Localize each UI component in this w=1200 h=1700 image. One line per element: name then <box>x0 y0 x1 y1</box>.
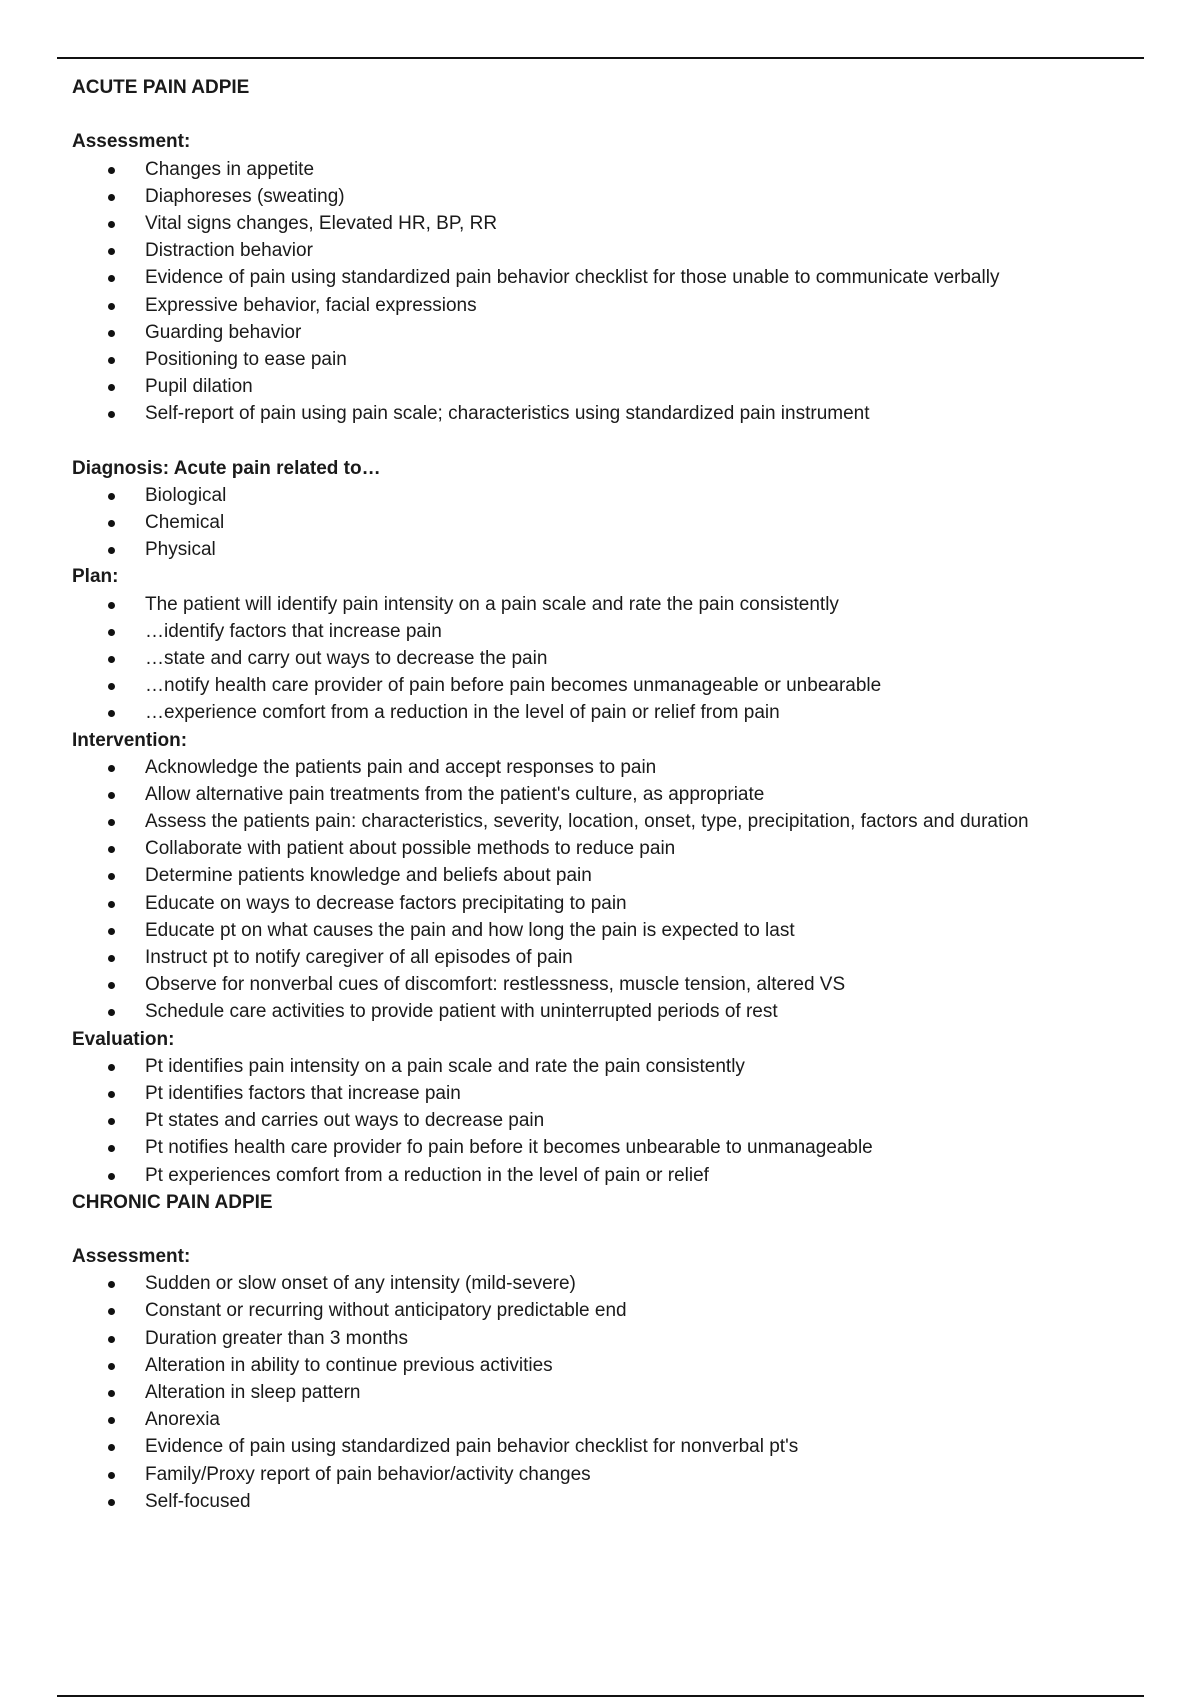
list-item <box>72 1325 1132 1352</box>
list-item <box>72 781 1132 808</box>
bullet-icon <box>108 1472 115 1479</box>
list-item-text: Collaborate with patient about possible methods to reduce pain <box>145 838 676 860</box>
section-title: ACUTE PAIN ADPIE <box>72 77 250 98</box>
list-item-text: Schedule care activities to provide patient with uninterrupted periods of rest <box>145 1001 778 1023</box>
bullet-icon <box>108 1118 115 1125</box>
blank-line <box>72 101 1132 128</box>
part-heading: Diagnosis: Acute pain related to… <box>72 457 381 479</box>
bullet-icon <box>108 1444 115 1451</box>
list-item <box>72 156 1132 183</box>
bullet-icon <box>108 357 115 364</box>
list-item-text: Educate on ways to decrease factors precipitating to pain <box>145 892 627 914</box>
blank-line <box>72 1216 1132 1243</box>
list-item <box>72 672 1132 699</box>
list-item <box>72 292 1132 319</box>
list-item-text: Allow alternative pain treatments from the patient's culture, as appropriate <box>145 783 765 805</box>
list-item <box>72 210 1132 237</box>
bullet-icon <box>108 792 115 799</box>
list-item <box>72 346 1132 373</box>
blank-line <box>72 427 1132 454</box>
list-item <box>72 1406 1132 1433</box>
list-item-text: Acknowledge the patients pain and accept responses to pain <box>145 756 657 778</box>
list-item <box>72 618 1132 645</box>
list-item-text: Alteration in sleep pattern <box>145 1382 361 1403</box>
list-item-text: Instruct pt to notify caregiver of all episodes of pain <box>145 947 573 968</box>
bullet-icon <box>108 846 115 853</box>
bullet-icon <box>108 1064 115 1071</box>
bullet-icon <box>108 901 115 908</box>
bullet-list <box>72 591 1132 727</box>
list-item-text: …experience comfort from a reduction in the level of pain or relief from pain <box>145 702 780 724</box>
list-item-text: Observe for nonverbal cues of discomfort: restlessness, muscle tension, altered VS <box>145 974 846 996</box>
bullet-icon <box>108 982 115 989</box>
bullet-list <box>72 156 1132 428</box>
list-item-text: Distraction behavior <box>145 240 313 262</box>
list-item-text: Chemical <box>145 512 225 533</box>
list-item <box>72 237 1132 264</box>
part-heading: Evaluation: <box>72 1028 175 1050</box>
chronic-pain-adpie-section <box>72 1189 1132 1515</box>
bullet-list <box>72 1270 1132 1515</box>
bullet-icon <box>108 1390 115 1397</box>
list-item <box>72 1053 1132 1080</box>
list-item-text: The patient will identify pain intensity on a pain scale and rate the pain consistently <box>145 593 839 615</box>
list-item-text: Determine patients knowledge and beliefs about pain <box>145 865 592 887</box>
list-item <box>72 1297 1132 1324</box>
bullet-icon <box>108 1009 115 1016</box>
bullet-icon <box>108 656 115 663</box>
bullet-icon <box>108 1499 115 1506</box>
list-item <box>72 1352 1132 1379</box>
list-item-text: Alteration in ability to continue previous activities <box>145 1354 553 1376</box>
bullet-list <box>72 1053 1132 1189</box>
bullet-icon <box>108 1417 115 1424</box>
list-item-text: Self-report of pain using pain scale; characteristics using standardized pain instrument <box>145 403 870 425</box>
list-item-text: …identify factors that increase pain <box>145 620 442 642</box>
list-item-text: Pt notifies health care provider fo pain before it becomes unbearable to unmanageable <box>145 1137 873 1159</box>
bullet-icon <box>108 330 115 337</box>
list-item <box>72 917 1132 944</box>
acute-pain-adpie-section <box>72 74 1132 1189</box>
bullet-icon <box>108 602 115 609</box>
bottom-horizontal-rule <box>57 1695 1144 1697</box>
part-heading: Plan: <box>72 566 119 588</box>
bullet-icon <box>108 493 115 500</box>
list-item <box>72 1488 1132 1515</box>
bullet-list <box>72 482 1132 564</box>
list-item-text: …state and carry out ways to decrease the pain <box>145 647 548 669</box>
list-item <box>72 754 1132 781</box>
bullet-icon <box>108 1091 115 1098</box>
bullet-icon <box>108 955 115 962</box>
bullet-icon <box>108 1363 115 1370</box>
list-item-text: Sudden or slow onset of any intensity (mild-severe) <box>145 1273 576 1295</box>
bullet-icon <box>108 275 115 282</box>
list-item-text: Changes in appetite <box>145 158 315 180</box>
list-item-text: Anorexia <box>145 1409 220 1431</box>
bullet-icon <box>108 765 115 772</box>
list-item <box>72 1461 1132 1488</box>
list-item-text: Pupil dilation <box>145 376 253 398</box>
list-item-text: Expressive behavior, facial expressions <box>145 294 477 316</box>
list-item <box>72 862 1132 889</box>
list-item <box>72 1270 1132 1297</box>
list-item <box>72 264 1132 291</box>
list-item <box>72 482 1132 509</box>
bullet-icon <box>108 194 115 201</box>
bullet-icon <box>108 1173 115 1180</box>
bullet-list <box>72 754 1132 1026</box>
list-item <box>72 645 1132 672</box>
section-title: CHRONIC PAIN ADPIE <box>72 1191 273 1213</box>
list-item <box>72 1134 1132 1161</box>
list-item <box>72 835 1132 862</box>
list-item <box>72 183 1132 210</box>
document-page <box>72 74 1132 1515</box>
list-item <box>72 944 1132 971</box>
list-item-text: Physical <box>145 539 216 561</box>
list-item <box>72 890 1132 917</box>
list-item-text: Biological <box>145 484 227 506</box>
list-item <box>72 1080 1132 1107</box>
list-item-text: …notify health care provider of pain before pain becomes unmanageable or unbearable <box>145 675 882 697</box>
bullet-icon <box>108 683 115 690</box>
bullet-icon <box>108 384 115 391</box>
bullet-icon <box>108 1308 115 1315</box>
list-item-text: Constant or recurring without anticipatory predictable end <box>145 1300 627 1322</box>
list-item <box>72 319 1132 346</box>
list-item <box>72 1379 1132 1406</box>
bullet-icon <box>108 1281 115 1288</box>
bullet-icon <box>108 1145 115 1152</box>
list-item-text: Educate pt on what causes the pain and how long the pain is expected to last <box>145 919 795 941</box>
list-item <box>72 971 1132 998</box>
bullet-icon <box>108 221 115 228</box>
list-item <box>72 591 1132 618</box>
bullet-icon <box>108 629 115 636</box>
part-heading: Assessment: <box>72 131 191 153</box>
list-item-text: Positioning to ease pain <box>145 348 347 370</box>
list-item-text: Duration greater than 3 months <box>145 1327 408 1349</box>
list-item-text: Vital signs changes, Elevated HR, BP, RR <box>145 212 498 234</box>
bullet-icon <box>108 167 115 174</box>
bullet-icon <box>108 520 115 527</box>
list-item-text: Pt states and carries out ways to decrease pain <box>145 1110 545 1132</box>
list-item-text: Assess the patients pain: characteristics, severity, location, onset, type, precipitation, factors and duration <box>145 811 1029 833</box>
list-item <box>72 699 1132 726</box>
list-item-text: Family/Proxy report of pain behavior/activity changes <box>145 1463 591 1485</box>
list-item-text: Pt identifies pain intensity on a pain scale and rate the pain consistently <box>145 1055 745 1077</box>
part-heading: Assessment: <box>72 1246 191 1268</box>
top-horizontal-rule <box>57 57 1144 59</box>
list-item <box>72 400 1132 427</box>
bullet-icon <box>108 1336 115 1343</box>
list-item-text: Pt identifies factors that increase pain <box>145 1082 461 1104</box>
bullet-icon <box>108 873 115 880</box>
list-item-text: Evidence of pain using standardized pain behavior checklist for nonverbal pt's <box>145 1436 799 1458</box>
bullet-icon <box>108 819 115 826</box>
list-item-text: Pt experiences comfort from a reduction in the level of pain or relief <box>145 1164 709 1186</box>
bullet-icon <box>108 710 115 717</box>
bullet-icon <box>108 547 115 554</box>
list-item <box>72 1433 1132 1460</box>
bullet-icon <box>108 248 115 255</box>
bullet-icon <box>108 411 115 418</box>
list-item <box>72 1162 1132 1189</box>
bullet-icon <box>108 928 115 935</box>
list-item-text: Self-focused <box>145 1490 251 1512</box>
list-item <box>72 998 1132 1025</box>
bullet-icon <box>108 303 115 310</box>
list-item <box>72 808 1132 835</box>
list-item-text: Guarding behavior <box>145 321 302 343</box>
list-item <box>72 373 1132 400</box>
list-item-text: Evidence of pain using standardized pain behavior checklist for those unable to communicate verbally <box>145 267 1000 289</box>
part-heading: Intervention: <box>72 729 188 751</box>
list-item <box>72 536 1132 563</box>
list-item <box>72 1107 1132 1134</box>
list-item-text: Diaphoreses (sweating) <box>145 185 345 207</box>
list-item <box>72 509 1132 536</box>
